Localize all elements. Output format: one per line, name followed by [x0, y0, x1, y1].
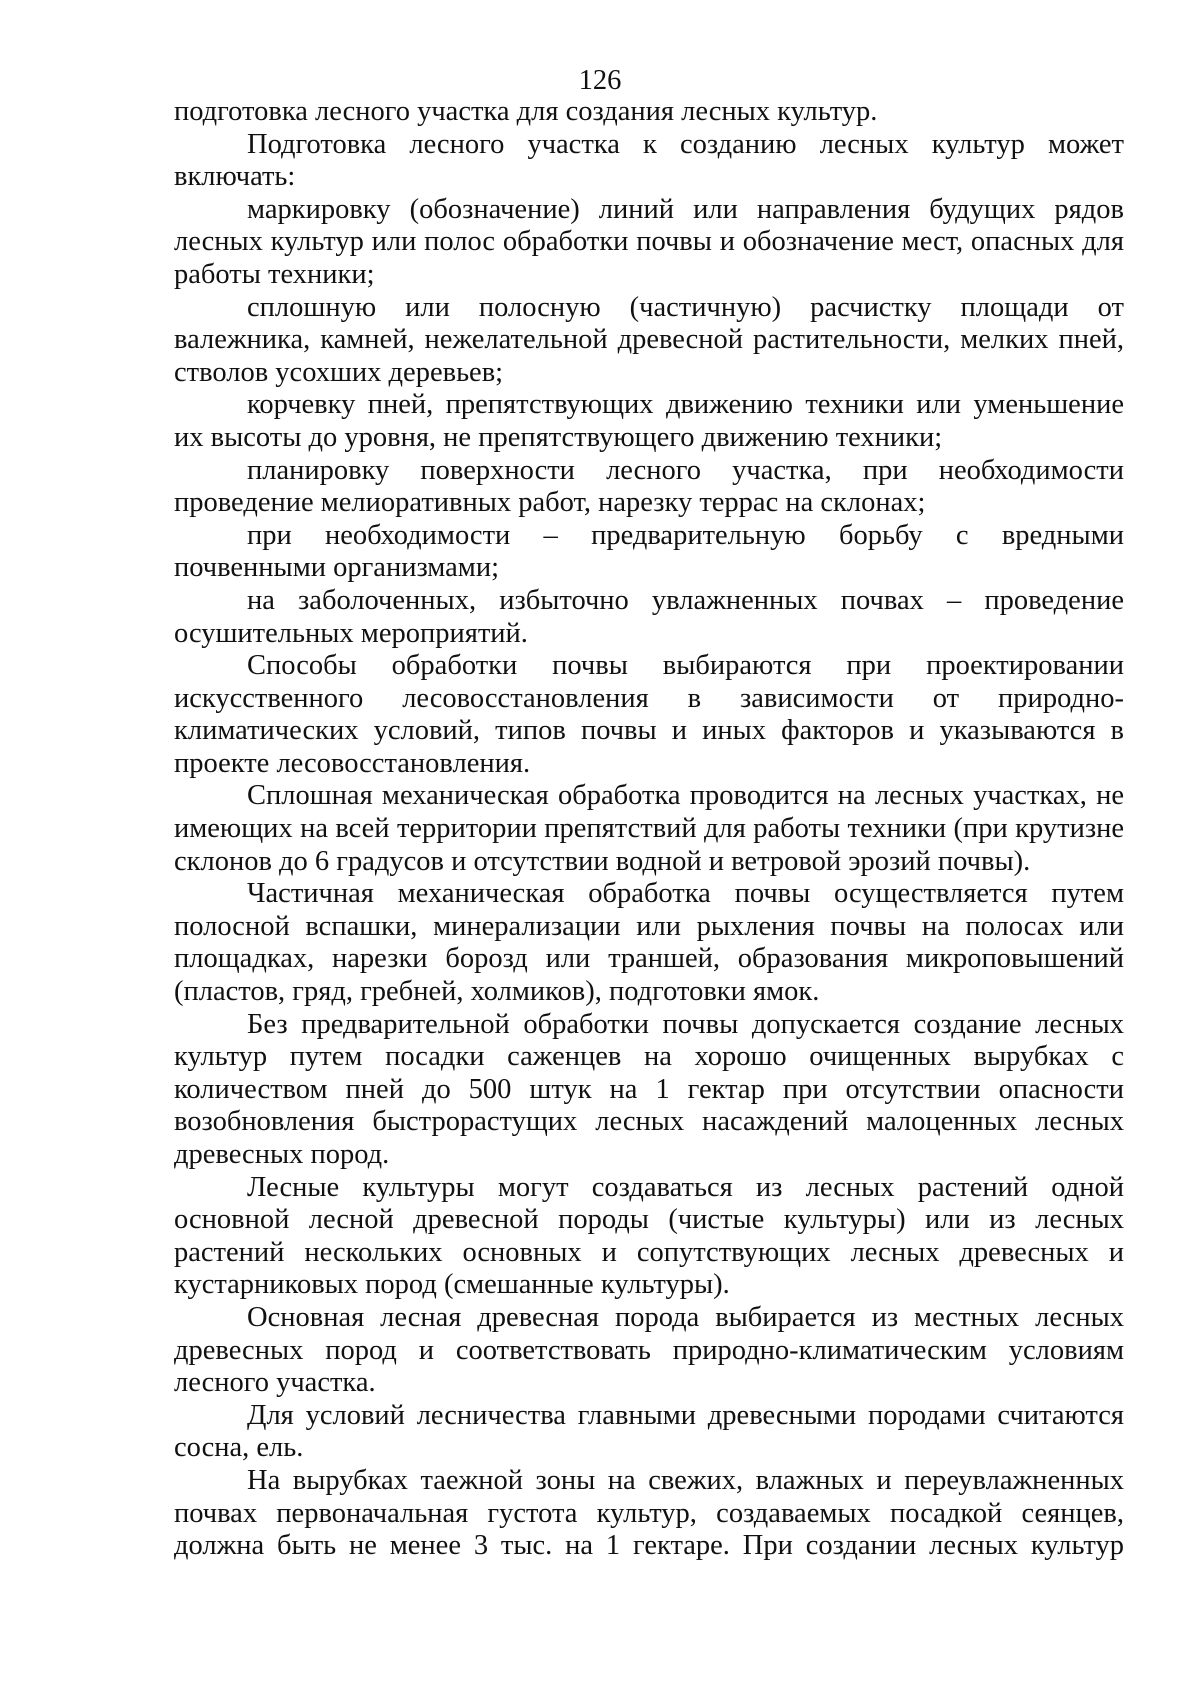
- paragraph: Для условий лесничества главными древесными породами считаются сосна, ель.: [174, 1399, 1124, 1464]
- paragraph: Подготовка лесного участка к созданию лесных культур может включать:: [174, 128, 1124, 193]
- paragraph: Без предварительной обработки почвы допускается создание лесных культур путем посадки саженцев на хорошо очищенных вырубках с количеством пней до 500 штук на 1 гектар при отсутствии опасности возобновления быстрорастущих лесных насаждений малоценных лесных древесных пород.: [174, 1008, 1124, 1170]
- paragraph: Способы обработки почвы выбираются при проектировании искусственного лесовосстановления в зависимости от природно-климатических условий, типов почвы и иных факторов и указываются в проекте лесовосстановления.: [174, 650, 1124, 779]
- paragraph: Лесные культуры могут создаваться из лесных растений одной основной лесной древесной породы (чистые культуры) или из лесных растений нескольких основных и сопутствующих лесных древесных и кустарниковых пород (смешанные культуры).: [174, 1171, 1124, 1301]
- paragraph: подготовка лесного участка для создания лесных культур.: [174, 96, 878, 127]
- paragraph: на заболоченных, избыточно увлажненных почвах – проведение осушительных мероприятий.: [174, 584, 1124, 649]
- paragraph: Основная лесная древесная порода выбирается из местных лесных древесных пород и соответствовать природно-климатическим условиям лесного участка.: [174, 1301, 1124, 1399]
- paragraph-continued: На вырубках таежной зоны на свежих, влажных и переувлажненных почвах первоначальная густота культур, создаваемых посадкой сеянцев, должна быть не менее 3 тыс. на 1 гектаре. При создании лесных культур: [174, 1464, 1124, 1562]
- page-number: 126: [578, 65, 622, 96]
- paragraph: при необходимости – предварительную борьбу с вредными почвенными организмами;: [174, 519, 1124, 584]
- paragraph: Частичная механическая обработка почвы осуществляется путем полосной вспашки, минерализации или рыхления почвы на полосах или площадках, нарезки борозд или траншей, образования микроповышений (пластов, гряд, гребней, холмиков), подготовки ямок.: [174, 878, 1124, 1008]
- body-text: [174, 96, 1124, 1563]
- paragraph: планировку поверхности лесного участка, при необходимости проведение мелиоративных работ, нарезку террас на склонах;: [174, 454, 1124, 519]
- paragraph: Сплошная механическая обработка проводится на лесных участках, не имеющих на всей территории препятствий для работы техники (при крутизне склонов до 6 градусов и отсутствии водной и ветровой эрозий почвы).: [174, 780, 1124, 877]
- paragraph: корчевку пней, препятствующих движению техники или уменьшение их высоты до уровня, не препятствующего движению техники;: [174, 389, 1124, 453]
- paragraph: маркировку (обозначение) линий или направления будущих рядов лесных культур или полос обработки почвы и обозначение мест, опасных для работы техники;: [174, 193, 1124, 290]
- paragraph: сплошную или полосную (частичную) расчистку площади от валежника, камней, нежелательной древесной растительности, мелких пней, стволов усохших деревьев;: [174, 291, 1124, 388]
